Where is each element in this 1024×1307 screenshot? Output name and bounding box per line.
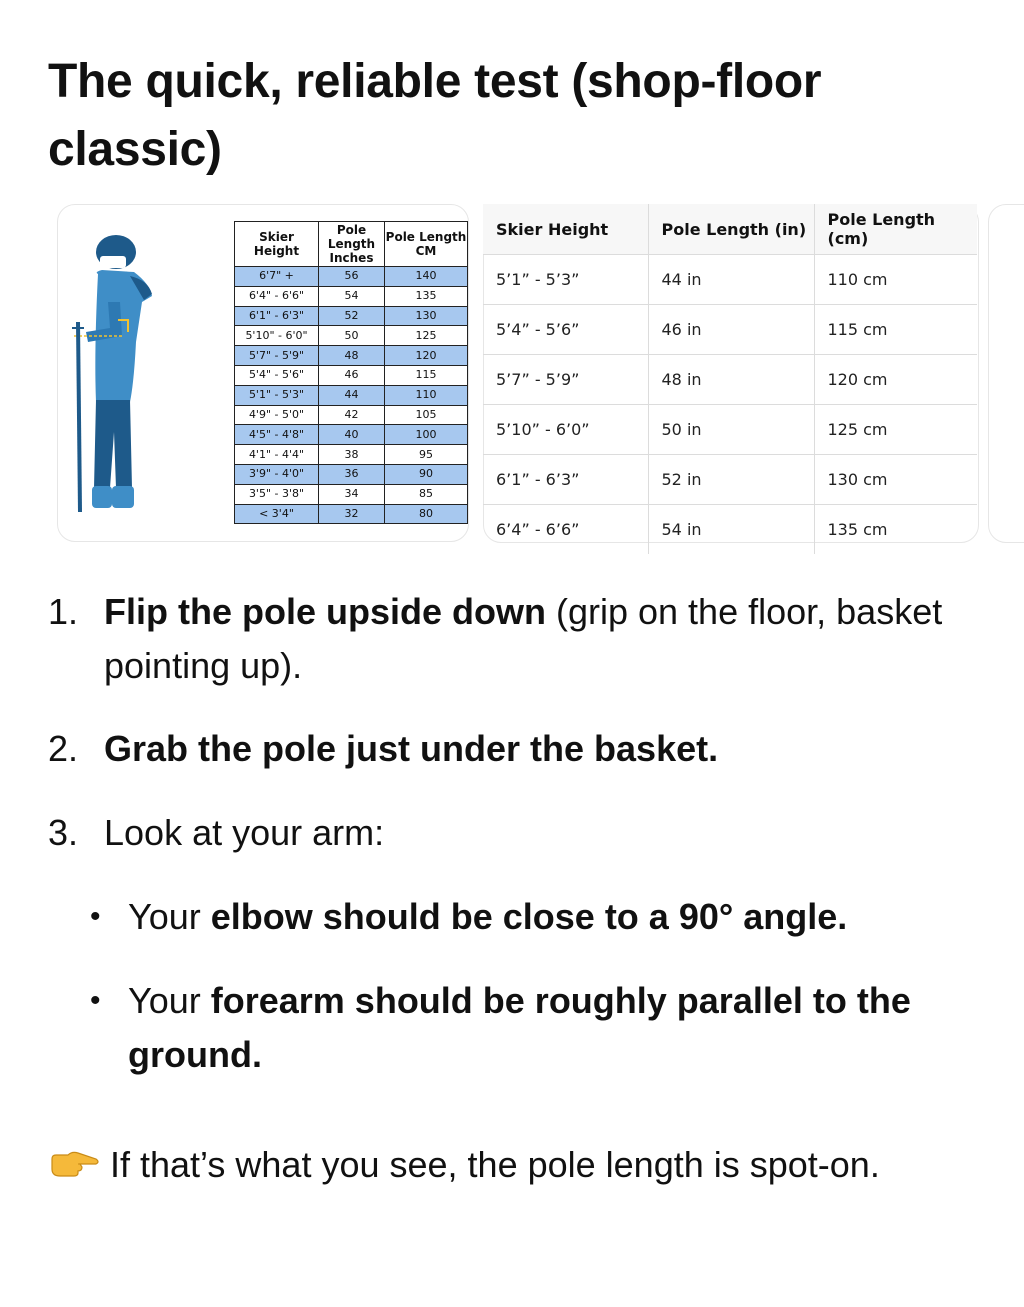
pole-size-chart-table xyxy=(234,221,468,524)
bullet-item xyxy=(90,974,948,1082)
chart-cell: 130 xyxy=(385,306,468,326)
chart-header-cell: Skier Height xyxy=(235,222,319,267)
chart-row xyxy=(235,464,468,484)
table-cell: 6’1” - 6’3” xyxy=(483,455,648,505)
chart-cell: 85 xyxy=(385,484,468,504)
table-cell: 130 cm xyxy=(814,455,977,505)
chart-row xyxy=(235,306,468,326)
chart-row xyxy=(235,326,468,346)
chart-row xyxy=(235,365,468,385)
chart-cell: 110 xyxy=(385,385,468,405)
note-text: If that’s what you see, the pole length is spot-on. xyxy=(110,1144,880,1185)
chart-cell: 4'9" - 5'0" xyxy=(235,405,319,425)
chart-cell: 95 xyxy=(385,445,468,465)
bullet-dot-icon: • xyxy=(90,900,101,933)
chart-cell: 120 xyxy=(385,346,468,366)
chart-row xyxy=(235,385,468,405)
chart-row xyxy=(235,267,468,287)
table-cell: 44 in xyxy=(648,255,814,305)
chart-cell: 100 xyxy=(385,425,468,445)
step-number: 3. xyxy=(48,812,79,853)
bullet-dot-icon: • xyxy=(90,984,101,1017)
chart-cell: 46 xyxy=(319,365,385,385)
step-item xyxy=(48,806,984,860)
chart-row xyxy=(235,445,468,465)
chart-cell: 6'1" - 6'3" xyxy=(235,306,319,326)
chart-header-row xyxy=(235,222,468,267)
table-cell: 110 cm xyxy=(814,255,977,305)
step-item xyxy=(48,722,984,776)
chart-cell: 4'5" - 4'8" xyxy=(235,425,319,445)
chart-row xyxy=(235,425,468,445)
chart-cell: 4'1" - 4'4" xyxy=(235,445,319,465)
chart-cell: 115 xyxy=(385,365,468,385)
chart-cell: 48 xyxy=(319,346,385,366)
chart-cell: 52 xyxy=(319,306,385,326)
table-header-cell: Pole Length (in) xyxy=(648,204,814,255)
next-image-peek[interactable] xyxy=(988,204,1024,543)
chart-cell: 42 xyxy=(319,405,385,425)
chart-cell: 5'7" - 5'9" xyxy=(235,346,319,366)
chart-cell: 5'4" - 5'6" xyxy=(235,365,319,385)
chart-cell: 32 xyxy=(319,504,385,524)
chart-cell: 140 xyxy=(385,267,468,287)
chart-cell: 50 xyxy=(319,326,385,346)
step-item xyxy=(48,585,984,693)
chart-cell: 125 xyxy=(385,326,468,346)
skier-illustration xyxy=(64,232,174,522)
table-row xyxy=(483,505,977,555)
bullet-bold: elbow should be close to a 90° angle. xyxy=(210,896,848,937)
chart-cell: 36 xyxy=(319,464,385,484)
chart-row xyxy=(235,346,468,366)
chart-row xyxy=(235,504,468,524)
table-row xyxy=(483,255,977,305)
table-cell: 50 in xyxy=(648,405,814,455)
pointing-hand-icon xyxy=(48,1149,100,1179)
table-header-cell: Pole Length (cm) xyxy=(814,204,977,255)
chart-cell: 90 xyxy=(385,464,468,484)
table-cell: 5’7” - 5’9” xyxy=(483,355,648,405)
step-number: 1. xyxy=(48,591,79,632)
table-cell: 6’4” - 6’6” xyxy=(483,505,648,555)
page-title: The quick, reliable test (shop-floor classic) xyxy=(48,55,822,176)
table-row xyxy=(483,355,977,405)
table-header-cell: Skier Height xyxy=(483,204,648,255)
table-cell: 48 in xyxy=(648,355,814,405)
chart-cell: 56 xyxy=(319,267,385,287)
step-text: (grip on the floor, basket pointing up). xyxy=(104,591,943,686)
chart-cell: 40 xyxy=(319,425,385,445)
table-row xyxy=(483,305,977,355)
chart-cell: 105 xyxy=(385,405,468,425)
chart-cell: 80 xyxy=(385,504,468,524)
chart-cell: 5'10" - 6'0" xyxy=(235,326,319,346)
chart-cell: < 3'4" xyxy=(235,504,319,524)
chart-cell: 3'9" - 4'0" xyxy=(235,464,319,484)
table-header-row xyxy=(483,204,977,255)
chart-header-cell: Pole Length Inches xyxy=(319,222,385,267)
bullet-bold: forearm should be roughly parallel to the ground. xyxy=(128,980,911,1075)
table-row xyxy=(483,455,977,505)
table-cell: 54 in xyxy=(648,505,814,555)
table-cell: 115 cm xyxy=(814,305,977,355)
step-text: Look at your arm: xyxy=(104,812,385,853)
step-bold: Grab the pole just under the basket. xyxy=(104,728,719,769)
table-cell: 5’1” - 5’3” xyxy=(483,255,648,305)
table-cell: 120 cm xyxy=(814,355,977,405)
table-cell: 52 in xyxy=(648,455,814,505)
table-row xyxy=(483,405,977,455)
chart-cell: 54 xyxy=(319,286,385,306)
chart-cell: 3'5" - 3'8" xyxy=(235,484,319,504)
bullet-item xyxy=(90,890,948,944)
bullet-text: Your xyxy=(128,896,211,937)
chart-cell: 6'7" + xyxy=(235,267,319,287)
step-number: 2. xyxy=(48,728,79,769)
chart-cell: 135 xyxy=(385,286,468,306)
step-bold: Flip the pole upside down xyxy=(104,591,546,632)
table-cell: 5’10” - 6’0” xyxy=(483,405,648,455)
chart-cell: 5'1" - 5'3" xyxy=(235,385,319,405)
chart-row xyxy=(235,286,468,306)
table-cell: 46 in xyxy=(648,305,814,355)
chart-cell: 6'4" - 6'6" xyxy=(235,286,319,306)
table-cell: 125 cm xyxy=(814,405,977,455)
chart-cell: 44 xyxy=(319,385,385,405)
table-cell: 135 cm xyxy=(827,520,888,539)
chart-cell: 34 xyxy=(319,484,385,504)
chart-row xyxy=(235,405,468,425)
chart-cell: 38 xyxy=(319,445,385,465)
table-cell: 5’4” - 5’6” xyxy=(483,305,648,355)
chart-row xyxy=(235,484,468,504)
bullet-text: Your xyxy=(128,980,211,1021)
chart-header-cell: Pole Length CM xyxy=(385,222,468,267)
result-note xyxy=(48,1138,968,1192)
pole-length-table xyxy=(483,204,977,554)
